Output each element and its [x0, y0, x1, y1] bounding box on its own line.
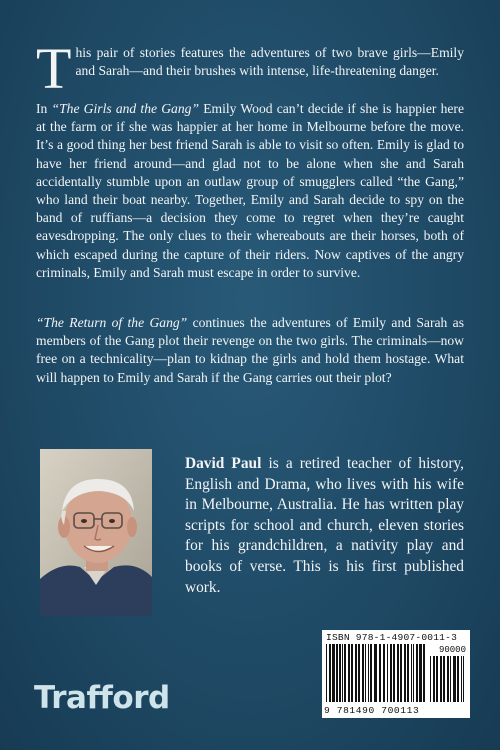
- synopsis-1-lead: In: [36, 101, 52, 116]
- barcode-bar: [423, 644, 425, 702]
- barcode-bar: [443, 656, 445, 702]
- barcode-bar: [433, 656, 435, 702]
- synopsis-1-text: Emily Wood can’t decide if she is happier here at the farm or if she was happier at her home in Melbourne before the move. It’s a good thing her best friend Sarah is able to visit so often. Emily is glad to have her friend around—and glad not to be alone when she and Sarah accidentally stumble upon an outlaw group of smugglers called “the Gang,” who land their boat nearby. Together, Emily and Sarah decide to spy on the band of ruffians—a decision they come to regret when they’re caught eavesdropping. The only clues to their whereabouts are their horses, both of which escaped during the capture of their riders. Now captives of the angry criminals, Emily and Sarah must escape in order to survive.: [36, 101, 464, 280]
- barcode-bar: [362, 644, 364, 702]
- barcode-bar: [332, 644, 335, 702]
- barcode-bar: [358, 644, 360, 702]
- publisher-logo-text: Trafford: [34, 680, 170, 716]
- intro-paragraph: [36, 36, 464, 101]
- barcode-bar: [457, 656, 459, 702]
- barcode-bar: [368, 644, 369, 702]
- barcode-bar: [453, 656, 456, 702]
- barcode-bar: [400, 644, 402, 702]
- barcode-bar: [393, 644, 395, 702]
- barcode-bar: [355, 644, 357, 702]
- synopsis-2-text: continues the adventures of Emily and Sarah as members of the Gang plot their revenge on the two girls. The criminals—now free on a technicality—plan to kidnap the girls and hold them hostage. What will happen to Emily and Sarah if the Gang carries out their plot?: [36, 315, 464, 385]
- barcode-bar: [379, 644, 381, 702]
- author-bio-text: is a retired teacher of history, English and Drama, who lives with his wife in Melbourne, Australia. He has written play scripts for school and church, eleven stories for his grandchildren, a nativity play and books of verse. This is his first published work.: [185, 455, 465, 596]
- isbn-number: ISBN 978-1-4907-0011-3: [326, 632, 458, 643]
- barcode-bar: [404, 644, 406, 702]
- barcode-bar: [440, 656, 442, 702]
- barcode-bar: [430, 656, 431, 702]
- barcode-bar: [344, 644, 346, 702]
- barcode-bar: [348, 644, 350, 702]
- barcode-bar: [342, 644, 343, 702]
- synopsis-paragraph-1: [36, 100, 464, 282]
- author-portrait-image: [40, 449, 152, 616]
- intro-text: his pair of stories features the adventures of two brave girls—Emily and Sarah—and their brushes with intense, life-threatening danger.: [75, 45, 464, 78]
- barcode-digits: 9 781490 700113: [324, 705, 420, 716]
- barcode-bar: [397, 644, 399, 702]
- barcode-bar: [450, 656, 451, 702]
- barcode-bar: [365, 644, 366, 702]
- drop-cap: T: [36, 36, 72, 101]
- barcode-bar: [390, 644, 392, 702]
- price-code: 90000: [438, 645, 466, 655]
- publisher-logo: [34, 680, 170, 716]
- barcode-bar: [370, 644, 372, 702]
- barcode-bar: [329, 644, 331, 702]
- barcode-bar: [413, 644, 414, 702]
- author-photo: [40, 449, 152, 616]
- barcode-bar: [411, 644, 412, 702]
- barcode-bar: [419, 644, 422, 702]
- synopsis-paragraph-2: [36, 314, 464, 387]
- barcode-bar: [436, 656, 438, 702]
- barcode-bar: [339, 644, 341, 702]
- author-bio: [185, 454, 464, 598]
- barcode-bar: [407, 644, 409, 702]
- author-name: David Paul: [185, 455, 262, 472]
- barcode-bar: [447, 656, 449, 702]
- barcode-bar: [461, 656, 462, 702]
- barcode-bar: [351, 644, 353, 702]
- barcode-bar: [374, 644, 377, 702]
- story-title-1: “The Girls and the Gang”: [51, 101, 200, 116]
- barcode-bar: [463, 656, 464, 702]
- barcode-bar: [387, 644, 388, 702]
- barcode-bar: [336, 644, 338, 702]
- barcode-bar: [416, 644, 418, 702]
- barcode-bar: [383, 644, 385, 702]
- barcode-bar: [326, 644, 327, 702]
- price-barcode-bars: [430, 656, 466, 702]
- isbn-barcode: [322, 630, 470, 718]
- barcode-bars: [326, 644, 426, 702]
- story-title-2: “The Return of the Gang”: [36, 315, 188, 330]
